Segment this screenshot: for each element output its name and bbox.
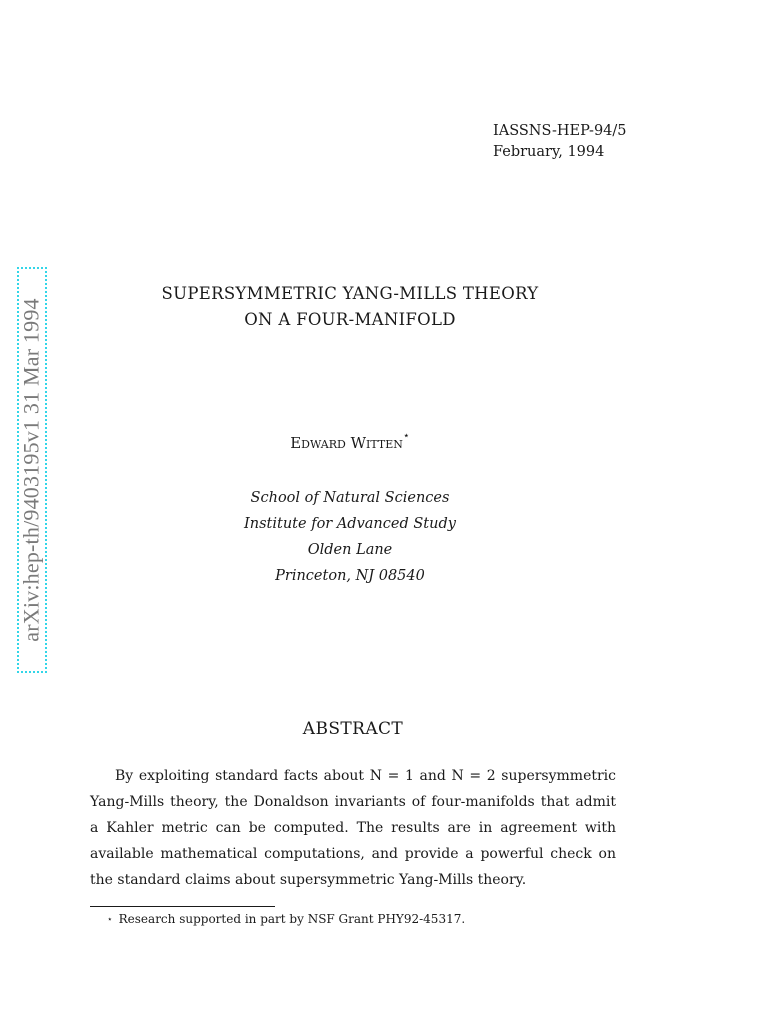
author-name: Edward Witten bbox=[290, 434, 403, 452]
affiliation-line-1: School of Natural Sciences bbox=[250, 490, 450, 506]
title-line-2: ON A FOUR-MANIFOLD bbox=[244, 310, 456, 329]
paper-title bbox=[90, 281, 610, 333]
report-number: IASSNS-HEP-94/5 bbox=[493, 123, 627, 139]
affiliation-line-4: Princeton, NJ 08540 bbox=[275, 568, 425, 584]
abstract-body: By exploiting standard facts about N = 1 and N = 2 supersymmetric Yang-Mills theory, the Donaldson invariants of four-manifolds that admit a Kahler metric can be computed. The results are in agreement with available mathematical computations, and provide a powerful check on the standard claims about supersymmetric Yang-Mills theory. bbox=[90, 768, 616, 888]
title-line-1: SUPERSYMMETRIC YANG-MILLS THEORY bbox=[161, 284, 539, 303]
author-footnote-mark: ⋆ bbox=[402, 429, 410, 442]
author bbox=[90, 429, 610, 452]
arxiv-stamp bbox=[17, 267, 47, 673]
footnote-mark: ⋆ bbox=[107, 915, 113, 925]
affiliation-line-3: Olden Lane bbox=[307, 542, 393, 558]
report-date: February, 1994 bbox=[493, 144, 605, 160]
footnote-rule bbox=[90, 906, 275, 907]
affiliation bbox=[90, 485, 610, 589]
affiliation-line-2: Institute for Advanced Study bbox=[244, 516, 456, 532]
report-info bbox=[493, 121, 627, 163]
abstract-heading: ABSTRACT bbox=[302, 719, 404, 739]
footnote bbox=[107, 911, 465, 929]
footnote-text: Research supported in part by NSF Grant PHY92-45317. bbox=[118, 912, 466, 926]
arxiv-identifier: arXiv:hep-th/9403195v1 31 Mar 1994 bbox=[19, 298, 45, 642]
